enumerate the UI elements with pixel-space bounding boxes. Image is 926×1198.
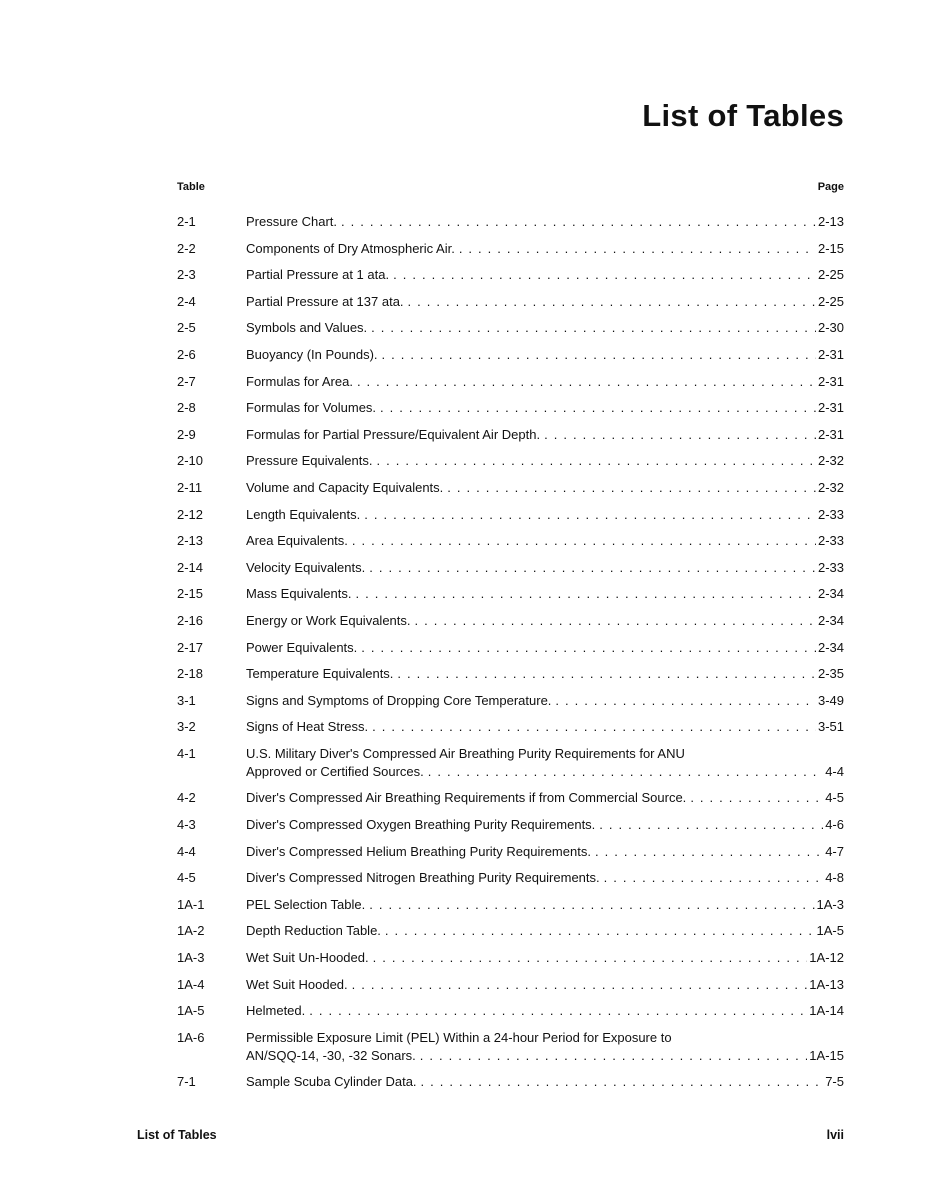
dot-leader — [411, 612, 816, 630]
table-number: 2-15 — [177, 586, 204, 602]
table-title: Formulas for Area. — [246, 373, 353, 389]
page-title: List of Tables — [642, 98, 844, 133]
dot-leader — [348, 532, 816, 550]
dot-leader — [360, 506, 816, 524]
page-number: 4-5 — [825, 790, 844, 806]
table-title: Diver's Compressed Oxygen Breathing Purity Requirements. — [246, 817, 596, 833]
toc-entry[interactable] — [177, 692, 844, 710]
toc-entry[interactable] — [177, 896, 844, 914]
dot-leader — [369, 949, 808, 967]
table-number: 4-1 — [177, 745, 196, 761]
toc-entry[interactable] — [177, 612, 844, 630]
table-list — [177, 213, 844, 1100]
toc-entry[interactable] — [177, 816, 844, 834]
page-number: 3-49 — [817, 692, 844, 708]
page-number: 2-15 — [817, 240, 844, 256]
toc-entry[interactable] — [177, 869, 844, 887]
toc-entry[interactable] — [177, 213, 844, 231]
toc-entry[interactable] — [177, 399, 844, 417]
dot-leader — [540, 426, 816, 444]
dot-leader — [595, 816, 823, 834]
page-number: 2-25 — [817, 293, 844, 309]
dot-leader — [591, 843, 823, 861]
toc-entry[interactable] — [177, 293, 844, 311]
toc-entry[interactable] — [177, 745, 844, 781]
table-number: 2-13 — [177, 533, 204, 549]
toc-entry[interactable] — [177, 346, 844, 364]
dot-leader — [367, 319, 816, 337]
table-number: 1A-2 — [177, 923, 205, 939]
toc-entry[interactable] — [177, 949, 844, 967]
page-number: 2-34 — [817, 612, 844, 628]
footer-page-number: lvii — [826, 1128, 844, 1142]
dot-leader — [305, 1002, 807, 1020]
toc-entry[interactable] — [177, 452, 844, 470]
column-header-table: Table — [177, 181, 205, 193]
page-number: 2-25 — [817, 267, 844, 283]
page-number: 1A-3 — [816, 896, 844, 912]
page-number: 4-4 — [825, 763, 844, 779]
page-number: 2-30 — [817, 320, 844, 336]
table-number: 1A-3 — [177, 950, 205, 966]
table-number: 2-7 — [177, 373, 196, 389]
table-number: 2-16 — [177, 612, 204, 628]
dot-leader — [378, 346, 816, 364]
table-number: 2-8 — [177, 400, 196, 416]
table-number: 4-5 — [177, 870, 196, 886]
table-number: 1A-1 — [177, 896, 205, 912]
table-number: 4-4 — [177, 843, 196, 859]
table-title: Energy or Work Equivalents. — [246, 612, 411, 628]
table-title: Diver's Compressed Helium Breathing Purity Requirements. — [246, 843, 591, 859]
toc-entry[interactable] — [177, 1002, 844, 1020]
table-number: 2-3 — [177, 267, 196, 283]
page-number: 2-32 — [817, 453, 844, 469]
table-number: 2-12 — [177, 506, 204, 522]
table-title: Wet Suit Un-Hooded. — [246, 950, 369, 966]
toc-entry[interactable] — [177, 665, 844, 683]
dot-leader — [381, 922, 815, 940]
page-number: 3-51 — [817, 719, 844, 735]
table-title: Velocity Equivalents. — [246, 559, 366, 575]
table-title: Partial Pressure at 137 ata. — [246, 293, 404, 309]
toc-entry[interactable] — [177, 373, 844, 391]
table-number: 2-17 — [177, 639, 204, 655]
dot-leader — [389, 266, 816, 284]
table-title: Sample Scuba Cylinder Data. — [246, 1074, 417, 1090]
footer-section-title: List of Tables — [137, 1128, 217, 1142]
table-title: Power Equivalents. — [246, 639, 358, 655]
table-title: Signs of Heat Stress. — [246, 719, 369, 735]
page-number: 2-31 — [817, 400, 844, 416]
table-number: 1A-4 — [177, 976, 205, 992]
dot-leader — [376, 399, 816, 417]
table-title: Volume and Capacity Equivalents. — [246, 479, 444, 495]
dot-leader — [372, 452, 816, 470]
toc-entry[interactable] — [177, 922, 844, 940]
table-number: 4-3 — [177, 817, 196, 833]
page-number: 2-31 — [817, 373, 844, 389]
dot-leader — [424, 763, 823, 781]
page-number: 4-6 — [825, 817, 844, 833]
toc-entry[interactable] — [177, 718, 844, 736]
page-number: 1A-12 — [809, 950, 844, 966]
page-number: 2-31 — [817, 346, 844, 362]
table-title: Permissible Exposure Limit (PEL) Within a 24-hour Period for Exposure to — [246, 1029, 672, 1045]
table-title: Length Equivalents. — [246, 506, 361, 522]
dot-leader — [352, 585, 816, 603]
table-title: Depth Reduction Table. — [246, 923, 381, 939]
page-number: 2-33 — [817, 506, 844, 522]
dot-leader — [417, 1073, 824, 1091]
table-number: 4-2 — [177, 790, 196, 806]
page-number: 2-13 — [817, 214, 844, 229]
table-title: PEL Selection Table. — [246, 896, 366, 912]
page-number: 2-33 — [817, 533, 844, 549]
table-number: 7-1 — [177, 1074, 196, 1090]
table-title: Temperature Equivalents. — [246, 666, 394, 682]
toc-entry[interactable] — [177, 479, 844, 497]
table-title: Pressure Chart. — [246, 214, 338, 229]
dot-leader — [365, 559, 816, 577]
page-number: 1A-14 — [809, 1003, 844, 1019]
page-number: 2-34 — [817, 639, 844, 655]
toc-entry[interactable] — [177, 843, 844, 861]
dot-leader — [600, 869, 824, 887]
table-title: Area Equivalents. — [246, 533, 348, 549]
toc-entry[interactable] — [177, 426, 844, 444]
dot-leader — [365, 896, 814, 914]
dot-leader — [416, 1047, 808, 1065]
table-number: 2-5 — [177, 320, 196, 336]
dot-leader — [357, 639, 816, 657]
page-number: 1A-5 — [816, 923, 844, 939]
dot-leader — [404, 293, 816, 311]
dot-leader — [353, 373, 816, 391]
dot-leader — [368, 718, 816, 736]
dot-leader — [455, 240, 816, 258]
table-number: 1A-5 — [177, 1003, 205, 1019]
table-number: 2-11 — [177, 479, 203, 495]
column-header-page: Page — [817, 181, 844, 193]
table-title: Partial Pressure at 1 ata. — [246, 267, 390, 283]
toc-entry[interactable] — [177, 266, 844, 284]
dot-leader — [686, 789, 823, 807]
toc-entry[interactable] — [177, 240, 844, 258]
toc-entry[interactable] — [177, 1073, 844, 1091]
table-title: Wet Suit Hooded. — [246, 976, 348, 992]
table-title: Helmeted. — [246, 1003, 306, 1019]
page-number: 1A-13 — [809, 976, 844, 992]
page-number: 7-5 — [825, 1074, 844, 1090]
table-title: Symbols and Values. — [246, 320, 368, 336]
table-title: Components of Dry Atmospheric Air. — [246, 240, 455, 256]
table-title: Pressure Equivalents. — [246, 453, 373, 469]
page-number: 2-32 — [817, 479, 844, 495]
toc-entry[interactable] — [177, 976, 844, 994]
table-title: Diver's Compressed Nitrogen Breathing Purity Requirements. — [246, 870, 600, 886]
table-number: 2-1 — [177, 214, 196, 229]
dot-leader — [443, 479, 816, 497]
table-number: 2-18 — [177, 666, 204, 682]
dot-leader — [393, 665, 816, 683]
table-number: 2-4 — [177, 293, 196, 309]
table-number: 2-2 — [177, 240, 196, 256]
toc-entry[interactable] — [177, 532, 844, 550]
toc-entry[interactable] — [177, 506, 844, 524]
table-number: 1A-6 — [177, 1029, 205, 1045]
page-number: 2-33 — [817, 559, 844, 575]
table-title: AN/SQQ-14, -30, -32 Sonars. — [246, 1047, 416, 1063]
table-number: 2-9 — [177, 426, 196, 442]
toc-entry[interactable] — [177, 789, 844, 807]
dot-leader — [337, 213, 816, 231]
page-number: 4-8 — [825, 870, 844, 886]
page-number: 2-34 — [817, 586, 844, 602]
table-number: 2-10 — [177, 453, 204, 469]
toc-entry[interactable] — [177, 559, 844, 577]
dot-leader — [348, 976, 808, 994]
table-number: 3-1 — [177, 692, 196, 708]
page-number: 2-31 — [817, 426, 844, 442]
page-number: 1A-15 — [809, 1047, 844, 1063]
toc-entry[interactable] — [177, 1029, 844, 1065]
dot-leader — [551, 692, 816, 710]
table-title: Mass Equivalents. — [246, 586, 352, 602]
page-number: 2-35 — [817, 666, 844, 682]
table-number: 2-14 — [177, 559, 204, 575]
table-title: Formulas for Partial Pressure/Equivalent Air Depth. — [246, 426, 541, 442]
table-number: 3-2 — [177, 719, 196, 735]
table-number: 2-6 — [177, 346, 196, 362]
table-title: Signs and Symptoms of Dropping Core Temperature. — [246, 692, 552, 708]
toc-entry[interactable] — [177, 319, 844, 337]
page-number: 4-7 — [825, 843, 844, 859]
table-title: U.S. Military Diver's Compressed Air Breathing Purity Requirements for ANU — [246, 745, 685, 761]
table-title: Diver's Compressed Air Breathing Requirements if from Commercial Source. — [246, 790, 687, 806]
table-title: Formulas for Volumes. — [246, 400, 377, 416]
table-title: Approved or Certified Sources. — [246, 763, 424, 779]
table-title: Buoyancy (In Pounds). — [246, 346, 378, 362]
toc-entry[interactable] — [177, 585, 844, 603]
toc-entry[interactable] — [177, 639, 844, 657]
